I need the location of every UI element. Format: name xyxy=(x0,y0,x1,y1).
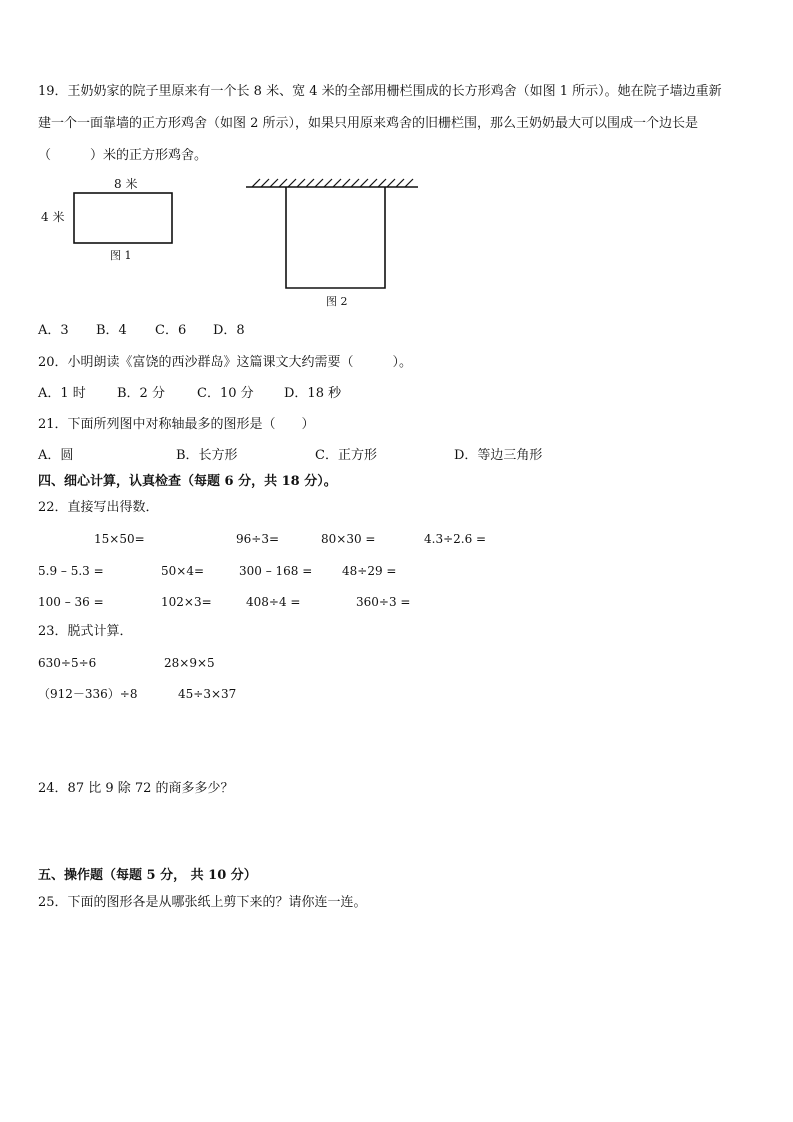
q20-option-d[interactable]: D．18 秒 xyxy=(284,386,342,401)
q22-r2-c3: 300 – 168 = xyxy=(239,564,313,578)
q20-text: 20．小明朗读《富饶的西沙群岛》这篇课文大约需要（ ）。 xyxy=(38,355,413,370)
q23-r1-c1: 630÷5÷6 xyxy=(38,656,97,670)
q22-r3-c4: 360÷3 = xyxy=(356,595,411,609)
q19-line3: （ ）米的正方形鸡舍。 xyxy=(38,148,208,163)
q20-option-a[interactable]: A．1 时 xyxy=(38,386,86,401)
q21-option-d[interactable]: D．等边三角形 xyxy=(454,448,543,463)
fig1-side-label: 4 米 xyxy=(41,210,65,224)
fig1-caption: 图 1 xyxy=(110,249,132,262)
q23-r1-c2: 28×9×5 xyxy=(164,656,215,670)
q22-r1-c2: 96÷3= xyxy=(236,532,280,546)
q20-option-c[interactable]: C．10 分 xyxy=(197,386,254,401)
q21-option-c[interactable]: C．正方形 xyxy=(315,448,377,463)
q21-option-b[interactable]: B．长方形 xyxy=(176,448,238,463)
q20-option-b[interactable]: B．2 分 xyxy=(117,386,165,401)
q23-text: 23．脱式计算． xyxy=(38,624,133,639)
q24-text: 24．87 比 9 除 72 的商多多少？ xyxy=(38,781,234,796)
q19-option-a[interactable]: A．3 xyxy=(38,323,69,338)
q22-r1-c4: 4.3÷2.6 = xyxy=(424,532,487,546)
q22-r3-c3: 408÷4 = xyxy=(246,595,301,609)
fig2-caption: 图 2 xyxy=(326,295,348,308)
q22-r1-c3: 80×30 = xyxy=(321,532,376,546)
q21-option-a[interactable]: A．圆 xyxy=(38,448,74,463)
q22-r3-c1: 100 – 36 = xyxy=(38,595,104,609)
q19-option-c[interactable]: C．6 xyxy=(155,323,187,338)
q22-r2-c1: 5.9 – 5.3 = xyxy=(38,564,104,578)
q22-r3-c2: 102×3= xyxy=(161,595,212,609)
q23-r2-c1: （912－336）÷8 xyxy=(38,687,138,701)
q22-r2-c2: 50×4= xyxy=(161,564,205,578)
q19-line2: 建一个一面靠墙的正方形鸡舍（如图 2 所示），如果只用原来鸡舍的旧栅栏围，那么王奶奶最大可以围成一个边长是 xyxy=(38,116,699,131)
fig1-top-label: 8 米 xyxy=(114,177,138,191)
q23-r2-c2: 45÷3×37 xyxy=(178,687,237,701)
q22-text: 22．直接写出得数． xyxy=(38,500,159,515)
fig1-rectangle xyxy=(73,192,173,244)
q25-text: 25．下面的图形各是从哪张纸上剪下来的？请你连一连。 xyxy=(38,895,367,910)
q22-r2-c4: 48÷29 = xyxy=(342,564,397,578)
q21-text: 21．下面所列图中对称轴最多的图形是（ ） xyxy=(38,417,315,432)
q19-option-b[interactable]: B．4 xyxy=(96,323,127,338)
q19-line1: 19．王奶奶家的院子里原来有一个长 8 米、宽 4 米的全部用栅栏围成的长方形鸡舍（如图 1 所示）。她在院子墙边重新 xyxy=(38,84,722,99)
q22-r1-c1: 15×50= xyxy=(94,532,145,546)
q19-option-d[interactable]: D．8 xyxy=(213,323,245,338)
section4-title: 四、细心计算，认真检查（每题 6 分，共 18 分）。 xyxy=(38,474,337,489)
section5-title: 五、操作题（每题 5 分， 共 10 分） xyxy=(38,868,257,883)
fig2-wall-square xyxy=(246,176,421,291)
